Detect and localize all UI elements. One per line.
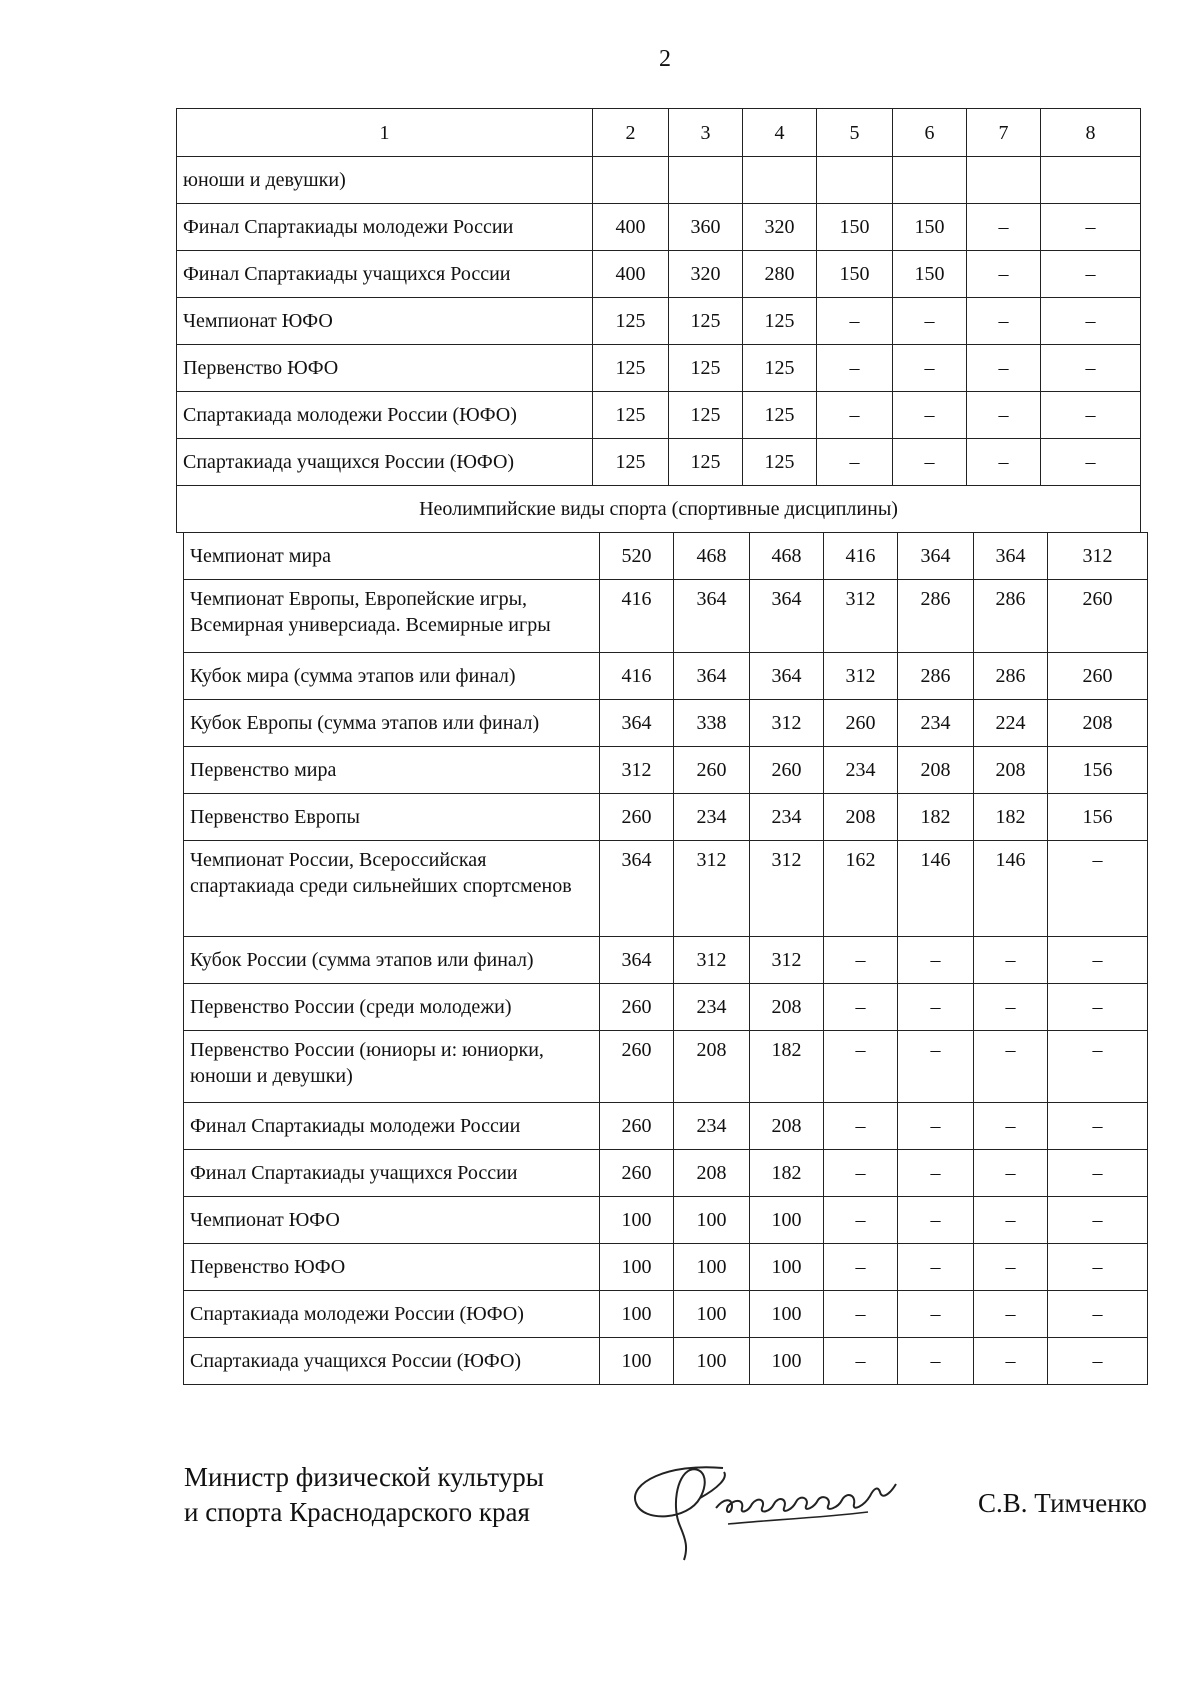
value-cell: –: [898, 937, 974, 984]
value-cell: –: [824, 937, 898, 984]
value-cell: 260: [600, 1031, 674, 1103]
event-name: Первенство ЮФО: [177, 345, 593, 392]
event-name: Первенство России (среди молодежи): [184, 984, 600, 1031]
value-cell: 320: [743, 204, 817, 251]
value-cell: 364: [898, 533, 974, 580]
value-cell: 416: [600, 580, 674, 653]
value-cell: –: [817, 345, 893, 392]
value-cell: [893, 157, 967, 204]
value-cell: 286: [974, 653, 1048, 700]
value-cell: –: [824, 984, 898, 1031]
value-cell: 520: [600, 533, 674, 580]
value-cell: –: [967, 345, 1041, 392]
value-cell: –: [1048, 841, 1148, 937]
value-cell: 150: [893, 204, 967, 251]
value-cell: –: [967, 204, 1041, 251]
table-row: [184, 1338, 1148, 1385]
value-cell: 234: [674, 794, 750, 841]
value-cell: –: [898, 984, 974, 1031]
value-cell: 100: [600, 1244, 674, 1291]
event-name: Чемпионат России, Всероссийская спартакиада среди сильнейших спортсменов: [184, 841, 600, 937]
value-cell: 312: [750, 841, 824, 937]
value-cell: 125: [669, 439, 743, 486]
header-cell: 8: [1041, 109, 1141, 157]
value-cell: 312: [750, 937, 824, 984]
header-cell: 5: [817, 109, 893, 157]
value-cell: 100: [674, 1338, 750, 1385]
value-cell: 125: [669, 392, 743, 439]
table-header-row: [177, 109, 1141, 157]
value-cell: 468: [674, 533, 750, 580]
value-cell: –: [1048, 1197, 1148, 1244]
event-name: Кубок мира (сумма этапов или финал): [184, 653, 600, 700]
value-cell: 156: [1048, 747, 1148, 794]
handwritten-signature: [628, 1448, 948, 1568]
event-name: Чемпионат Европы, Европейские игры, Всемирная универсиада. Всемирные игры: [184, 580, 600, 653]
position-line: Министр физической культуры: [184, 1462, 544, 1492]
table-row: [184, 937, 1148, 984]
value-cell: –: [967, 439, 1041, 486]
header-cell: 4: [743, 109, 817, 157]
value-cell: 125: [593, 345, 669, 392]
value-cell: –: [898, 1338, 974, 1385]
value-cell: 260: [750, 747, 824, 794]
value-cell: 100: [674, 1244, 750, 1291]
value-cell: [1041, 157, 1141, 204]
value-cell: –: [898, 1291, 974, 1338]
value-cell: –: [1048, 1244, 1148, 1291]
event-name: Спартакиада учащихся России (ЮФО): [177, 439, 593, 486]
table-row: [177, 251, 1141, 298]
value-cell: [967, 157, 1041, 204]
value-cell: 100: [600, 1291, 674, 1338]
points-table-continued: [176, 108, 1141, 533]
value-cell: 208: [750, 1103, 824, 1150]
value-cell: –: [817, 298, 893, 345]
section-header-row: [177, 486, 1141, 533]
value-cell: 100: [750, 1338, 824, 1385]
value-cell: [593, 157, 669, 204]
value-cell: 364: [674, 580, 750, 653]
value-cell: –: [824, 1150, 898, 1197]
value-cell: 468: [750, 533, 824, 580]
value-cell: –: [1041, 298, 1141, 345]
value-cell: 312: [600, 747, 674, 794]
event-name: Финал Спартакиады молодежи России: [177, 204, 593, 251]
value-cell: 100: [600, 1197, 674, 1244]
event-name: Первенство России (юниоры и: юниорки, юноши и девушки): [184, 1031, 600, 1103]
value-cell: 364: [600, 937, 674, 984]
value-cell: –: [1048, 1291, 1148, 1338]
value-cell: 125: [743, 439, 817, 486]
value-cell: 125: [743, 392, 817, 439]
event-name: Спартакиада молодежи России (ЮФО): [177, 392, 593, 439]
page-number: 2: [659, 46, 671, 72]
table-row: [177, 298, 1141, 345]
value-cell: 364: [750, 580, 824, 653]
value-cell: 150: [817, 204, 893, 251]
position-line: и спорта Краснодарского края: [184, 1497, 530, 1527]
value-cell: 338: [674, 700, 750, 747]
value-cell: 182: [974, 794, 1048, 841]
table-row: [184, 700, 1148, 747]
value-cell: 146: [974, 841, 1048, 937]
value-cell: –: [893, 439, 967, 486]
table-row: [184, 580, 1148, 653]
value-cell: –: [967, 251, 1041, 298]
value-cell: 224: [974, 700, 1048, 747]
value-cell: –: [974, 937, 1048, 984]
table-row: [184, 1031, 1148, 1103]
value-cell: 100: [600, 1338, 674, 1385]
value-cell: –: [893, 298, 967, 345]
value-cell: –: [1048, 984, 1148, 1031]
table-row: [177, 392, 1141, 439]
table-row: [177, 439, 1141, 486]
header-cell: 1: [177, 109, 593, 157]
event-name: Финал Спартакиады молодежи России: [184, 1103, 600, 1150]
event-name: Кубок Европы (сумма этапов или финал): [184, 700, 600, 747]
value-cell: 364: [674, 653, 750, 700]
value-cell: 182: [750, 1150, 824, 1197]
value-cell: –: [1041, 204, 1141, 251]
value-cell: 125: [743, 345, 817, 392]
value-cell: 260: [674, 747, 750, 794]
value-cell: –: [974, 984, 1048, 1031]
value-cell: 208: [824, 794, 898, 841]
value-cell: 208: [1048, 700, 1148, 747]
table-row: [184, 533, 1148, 580]
event-name: Спартакиада учащихся России (ЮФО): [184, 1338, 600, 1385]
value-cell: 182: [750, 1031, 824, 1103]
header-cell: 2: [593, 109, 669, 157]
value-cell: 312: [750, 700, 824, 747]
event-name: юноши и девушки): [177, 157, 593, 204]
value-cell: 146: [898, 841, 974, 937]
value-cell: –: [893, 392, 967, 439]
table-row: [177, 157, 1141, 204]
value-cell: 312: [824, 653, 898, 700]
table-row: [184, 841, 1148, 937]
value-cell: –: [1041, 392, 1141, 439]
event-name: Первенство Европы: [184, 794, 600, 841]
value-cell: 150: [817, 251, 893, 298]
value-cell: –: [1048, 1338, 1148, 1385]
value-cell: –: [974, 1150, 1048, 1197]
table-row: [184, 984, 1148, 1031]
value-cell: 162: [824, 841, 898, 937]
event-name: Чемпионат мира: [184, 533, 600, 580]
value-cell: 208: [974, 747, 1048, 794]
value-cell: 100: [750, 1197, 824, 1244]
value-cell: 260: [600, 1150, 674, 1197]
table-row: [184, 653, 1148, 700]
event-name: Финал Спартакиады учащихся России: [184, 1150, 600, 1197]
event-name: Чемпионат ЮФО: [177, 298, 593, 345]
table-row: [184, 1103, 1148, 1150]
value-cell: –: [967, 298, 1041, 345]
value-cell: –: [1041, 345, 1141, 392]
table-row: [184, 1150, 1148, 1197]
value-cell: –: [824, 1031, 898, 1103]
value-cell: 312: [674, 937, 750, 984]
value-cell: –: [967, 392, 1041, 439]
value-cell: –: [974, 1197, 1048, 1244]
table-row: [177, 204, 1141, 251]
value-cell: 416: [600, 653, 674, 700]
table-row: [184, 747, 1148, 794]
value-cell: –: [974, 1103, 1048, 1150]
table-row: [177, 345, 1141, 392]
value-cell: 312: [674, 841, 750, 937]
value-cell: [817, 157, 893, 204]
value-cell: –: [898, 1103, 974, 1150]
value-cell: –: [824, 1103, 898, 1150]
table-row: [184, 1197, 1148, 1244]
value-cell: 400: [593, 204, 669, 251]
value-cell: 208: [898, 747, 974, 794]
value-cell: –: [824, 1197, 898, 1244]
value-cell: 364: [974, 533, 1048, 580]
table-row: [184, 794, 1148, 841]
table-row: [184, 1291, 1148, 1338]
value-cell: –: [1048, 1103, 1148, 1150]
value-cell: –: [898, 1150, 974, 1197]
value-cell: 312: [1048, 533, 1148, 580]
value-cell: 125: [743, 298, 817, 345]
table-row: [184, 1244, 1148, 1291]
value-cell: 400: [593, 251, 669, 298]
value-cell: 364: [600, 700, 674, 747]
value-cell: –: [817, 392, 893, 439]
signatory-position: [184, 1460, 544, 1530]
value-cell: 260: [600, 984, 674, 1031]
event-name: Первенство мира: [184, 747, 600, 794]
value-cell: –: [1048, 1150, 1148, 1197]
value-cell: –: [1048, 937, 1148, 984]
points-table-nonolympic: [183, 532, 1148, 1385]
value-cell: 100: [750, 1244, 824, 1291]
section-title: Неолимпийские виды спорта (спортивные дисциплины): [177, 486, 1141, 533]
value-cell: 182: [898, 794, 974, 841]
header-cell: 6: [893, 109, 967, 157]
value-cell: 125: [593, 439, 669, 486]
value-cell: 312: [824, 580, 898, 653]
value-cell: 234: [674, 984, 750, 1031]
event-name: Кубок России (сумма этапов или финал): [184, 937, 600, 984]
value-cell: 125: [593, 298, 669, 345]
value-cell: 320: [669, 251, 743, 298]
value-cell: 156: [1048, 794, 1148, 841]
value-cell: 260: [1048, 580, 1148, 653]
event-name: Финал Спартакиады учащихся России: [177, 251, 593, 298]
value-cell: 364: [750, 653, 824, 700]
value-cell: –: [974, 1338, 1048, 1385]
value-cell: 125: [669, 345, 743, 392]
value-cell: –: [824, 1338, 898, 1385]
value-cell: –: [1041, 251, 1141, 298]
value-cell: 100: [750, 1291, 824, 1338]
value-cell: 260: [600, 1103, 674, 1150]
value-cell: 260: [824, 700, 898, 747]
value-cell: –: [824, 1244, 898, 1291]
value-cell: 208: [674, 1150, 750, 1197]
event-name: Первенство ЮФО: [184, 1244, 600, 1291]
value-cell: –: [974, 1031, 1048, 1103]
value-cell: –: [817, 439, 893, 486]
header-cell: 3: [669, 109, 743, 157]
value-cell: –: [898, 1197, 974, 1244]
value-cell: 125: [669, 298, 743, 345]
value-cell: –: [824, 1291, 898, 1338]
value-cell: 286: [898, 580, 974, 653]
value-cell: 208: [674, 1031, 750, 1103]
value-cell: 234: [898, 700, 974, 747]
value-cell: –: [974, 1291, 1048, 1338]
header-cell: 7: [967, 109, 1041, 157]
value-cell: 260: [600, 794, 674, 841]
value-cell: 360: [669, 204, 743, 251]
value-cell: –: [898, 1244, 974, 1291]
value-cell: 100: [674, 1291, 750, 1338]
value-cell: 364: [600, 841, 674, 937]
value-cell: –: [974, 1244, 1048, 1291]
signer-name: С.В. Тимченко: [978, 1488, 1147, 1518]
value-cell: 208: [750, 984, 824, 1031]
value-cell: 125: [593, 392, 669, 439]
value-cell: –: [1048, 1031, 1148, 1103]
value-cell: [743, 157, 817, 204]
value-cell: 416: [824, 533, 898, 580]
value-cell: 100: [674, 1197, 750, 1244]
value-cell: 234: [750, 794, 824, 841]
value-cell: 260: [1048, 653, 1148, 700]
value-cell: 280: [743, 251, 817, 298]
value-cell: 234: [674, 1103, 750, 1150]
value-cell: 286: [974, 580, 1048, 653]
value-cell: –: [898, 1031, 974, 1103]
event-name: Спартакиада молодежи России (ЮФО): [184, 1291, 600, 1338]
value-cell: [669, 157, 743, 204]
value-cell: 234: [824, 747, 898, 794]
value-cell: –: [893, 345, 967, 392]
value-cell: 150: [893, 251, 967, 298]
value-cell: 286: [898, 653, 974, 700]
value-cell: –: [1041, 439, 1141, 486]
event-name: Чемпионат ЮФО: [184, 1197, 600, 1244]
